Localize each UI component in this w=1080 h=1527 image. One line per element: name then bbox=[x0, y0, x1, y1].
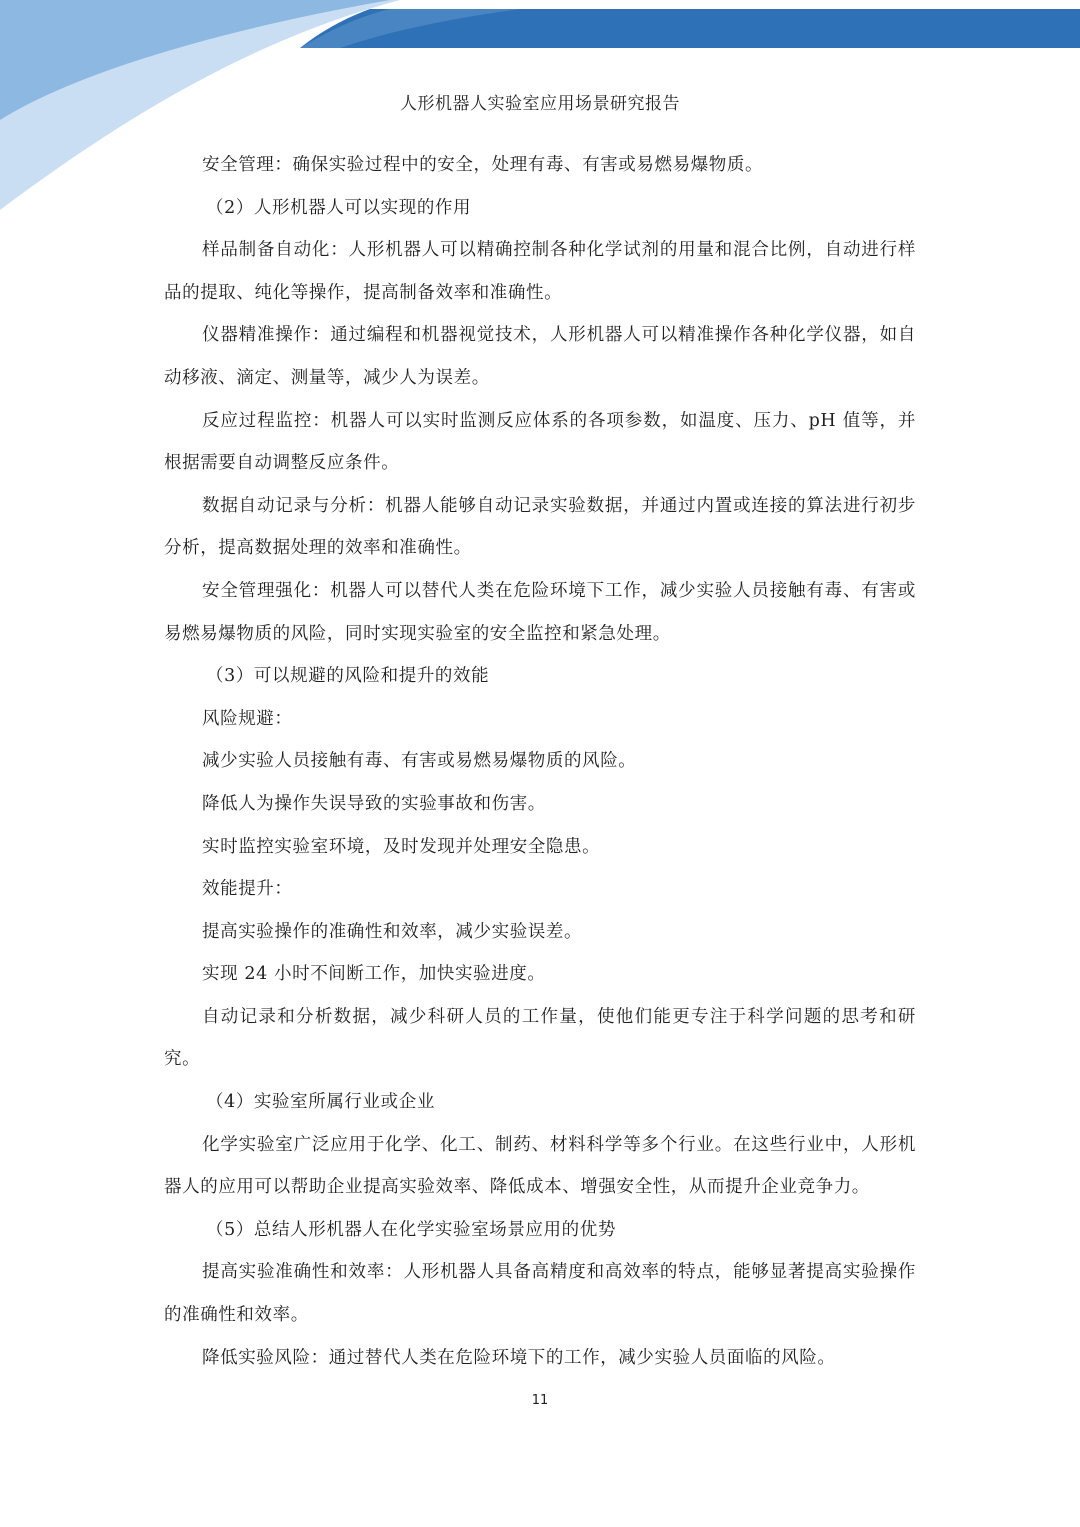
paragraph: 化学实验室广泛应用于化学、化工、制药、材料科学等多个行业。在这些行业中，人形机器人的应用可以帮助企业提高实验效率、降低成本、增强安全性，从而提升企业竞争力。 bbox=[164, 1134, 916, 1198]
paragraph: 减少实验人员接触有毒、有害或易燃易爆物质的风险。 bbox=[202, 751, 637, 772]
paragraph: 实时监控实验室环境，及时发现并处理安全隐患。 bbox=[202, 836, 601, 857]
section-heading: （4）实验室所属行业或企业 bbox=[206, 1092, 435, 1113]
paragraph: 安全管理强化：机器人可以替代人类在危险环境下工作，减少实验人员接触有毒、有害或易燃易爆物质的风险，同时实现实验室的安全监控和紧急处理。 bbox=[164, 580, 916, 644]
paragraph: 提高实验准确性和效率：人形机器人具备高精度和高效率的特点，能够显著提高实验操作的准确性和效率。 bbox=[164, 1262, 916, 1326]
paragraph: 降低人为操作失误导致的实验事故和伤害。 bbox=[202, 793, 546, 814]
paragraph: 数据自动记录与分析：机器人能够自动记录实验数据，并通过内置或连接的算法进行初步分析，提高数据处理的效率和准确性。 bbox=[164, 495, 916, 559]
page-number: 11 bbox=[531, 1393, 549, 1408]
paragraph: 样品制备自动化：人形机器人可以精确控制各种化学试剂的用量和混合比例，自动进行样品的提取、纯化等操作，提高制备效率和准确性。 bbox=[164, 240, 916, 303]
paragraph: 仪器精准操作：通过编程和机器视觉技术，人形机器人可以精准操作各种化学仪器，如自动移液、滴定、测量等，减少人为误差。 bbox=[164, 325, 916, 388]
paragraph: 反应过程监控：机器人可以实时监测反应体系的各项参数，如温度、压力、pH 值等，并根据需要自动调整反应条件。 bbox=[164, 410, 916, 474]
paragraph: 降低实验风险：通过替代人类在危险环境下的工作，减少实验人员面临的风险。 bbox=[202, 1347, 836, 1368]
section-heading: （3）可以规避的风险和提升的效能 bbox=[206, 666, 490, 687]
section-heading: （5）总结人形机器人在化学实验室场景应用的优势 bbox=[206, 1219, 616, 1240]
paragraph: 风险规避： bbox=[202, 708, 293, 729]
running-header: 人形机器人实验室应用场景研究报告 bbox=[400, 94, 680, 114]
document-body bbox=[164, 144, 916, 1379]
paragraph: 安全管理：确保实验过程中的安全，处理有毒、有害或易燃易爆物质。 bbox=[202, 155, 764, 175]
paragraph: 效能提升： bbox=[202, 879, 293, 900]
paragraph: 自动记录和分析数据，减少科研人员的工作量，使他们能更专注于科学问题的思考和研究。 bbox=[164, 1006, 916, 1070]
section-heading: （2）人形机器人可以实现的作用 bbox=[206, 197, 472, 218]
paragraph: 实现 24 小时不间断工作，加快实验进度。 bbox=[202, 964, 546, 985]
paragraph: 提高实验操作的准确性和效率，减少实验误差。 bbox=[202, 921, 583, 942]
